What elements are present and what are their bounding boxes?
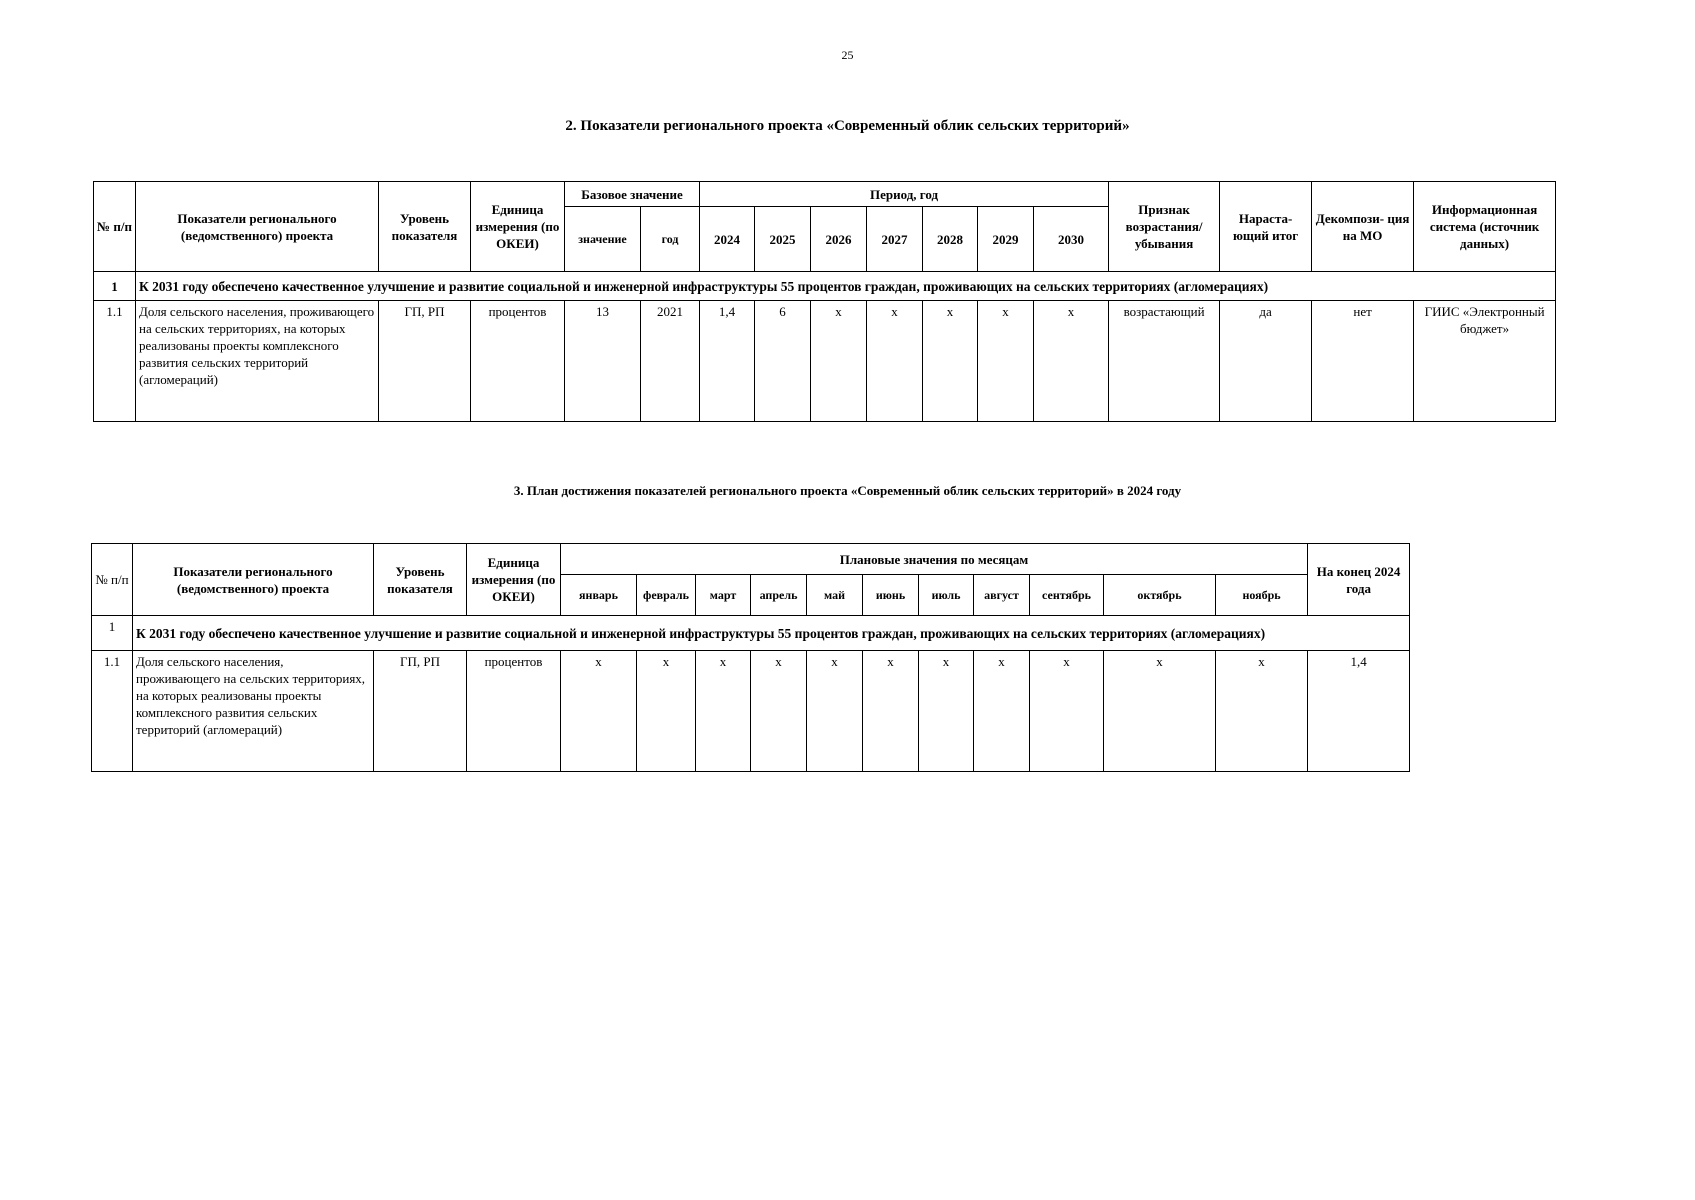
col-header-year: 2026 [811, 207, 867, 272]
col-header-month: март [696, 575, 751, 616]
col-header-level: Уровень показателя [379, 182, 471, 272]
col-header-end: На конец 2024 года [1308, 544, 1410, 616]
goal-row [92, 616, 1410, 651]
row-end-value: 1,4 [1308, 651, 1410, 772]
col-header-info-system: Информационная система (источник данных) [1414, 182, 1556, 272]
goal-row [94, 272, 1556, 301]
col-header-base-value: значение [565, 207, 641, 272]
col-header-num: № п/п [94, 182, 136, 272]
col-header-year: 2024 [700, 207, 755, 272]
col-header-indicator: Показатели регионального (ведомственного) проекта [133, 544, 374, 616]
row-month-value: х [1104, 651, 1216, 772]
page-number: 25 [841, 48, 854, 62]
col-header-base-year: год [641, 207, 700, 272]
goal-num: 1 [94, 272, 136, 301]
row-month-value: х [696, 651, 751, 772]
col-header-month: июль [919, 575, 974, 616]
row-month-value: х [807, 651, 863, 772]
col-header-num: № п/п [92, 544, 133, 616]
col-header-period: Период, год [700, 182, 1109, 207]
indicators-table [93, 181, 1556, 422]
row-month-value: х [1216, 651, 1308, 772]
goal-text: К 2031 году обеспечено качественное улучшение и развитие социальной и инженерной инфраструктуры 55 процентов граждан, проживающих на сельских территориях (агломерациях) [136, 272, 1556, 301]
col-header-month: январь [561, 575, 637, 616]
row-year-value: 1,4 [700, 301, 755, 422]
col-header-month: июнь [863, 575, 919, 616]
col-header-indicator: Показатели регионального (ведомственного) проекта [136, 182, 379, 272]
col-header-month: февраль [637, 575, 696, 616]
col-header-year: 2025 [755, 207, 811, 272]
col-header-year: 2027 [867, 207, 923, 272]
row-year-value: х [867, 301, 923, 422]
goal-text: К 2031 году обеспечено качественное улучшение и развитие социальной и инженерной инфраструктуры 55 процентов граждан, проживающих на сельских территориях (агломерациях) [133, 616, 1410, 651]
row-unit: процентов [471, 301, 565, 422]
row-decomposition: нет [1312, 301, 1414, 422]
row-base-value: 13 [565, 301, 641, 422]
row-indicator: Доля сельского населения, проживающего на сельских территориях, на которых реализованы проекты комплексного развития сельских территорий (агломераций) [136, 301, 379, 422]
table-header-row [94, 182, 1556, 207]
plan-table [91, 543, 1410, 772]
col-header-decomposition: Декомпози- ция на МО [1312, 182, 1414, 272]
col-header-year: 2030 [1034, 207, 1109, 272]
row-month-value: х [863, 651, 919, 772]
row-base-year: 2021 [641, 301, 700, 422]
col-header-sign: Признак возрастания/ убывания [1109, 182, 1220, 272]
row-num: 1.1 [94, 301, 136, 422]
row-year-value: х [923, 301, 978, 422]
row-level: ГП, РП [379, 301, 471, 422]
row-month-value: х [751, 651, 807, 772]
col-header-month: ноябрь [1216, 575, 1308, 616]
col-header-unit: Единица измерения (по ОКЕИ) [467, 544, 561, 616]
col-header-cumulative: Нараста- ющий итог [1220, 182, 1312, 272]
col-header-month: май [807, 575, 863, 616]
row-year-value: х [811, 301, 867, 422]
row-cumulative: да [1220, 301, 1312, 422]
col-header-month: сентябрь [1030, 575, 1104, 616]
col-header-month: октябрь [1104, 575, 1216, 616]
col-header-base: Базовое значение [565, 182, 700, 207]
row-year-value: х [1034, 301, 1109, 422]
section-3-title: 3. План достижения показателей регионального проекта «Современный облик сельских территорий» в 2024 году [513, 483, 1182, 498]
row-info-system: ГИИС «Электронный бюджет» [1414, 301, 1556, 422]
col-header-planned: Плановые значения по месяцам [561, 544, 1308, 575]
col-header-level: Уровень показателя [374, 544, 467, 616]
goal-num: 1 [92, 616, 133, 651]
row-num: 1.1 [92, 651, 133, 772]
row-month-value: х [974, 651, 1030, 772]
row-month-value: х [637, 651, 696, 772]
row-indicator: Доля сельского населения, проживающего на сельских территориях, на которых реализованы проекты комплексного развития сельских территорий (агломераций) [133, 651, 374, 772]
row-year-value: х [978, 301, 1034, 422]
table-header-row [92, 544, 1410, 575]
col-header-year: 2028 [923, 207, 978, 272]
row-level: ГП, РП [374, 651, 467, 772]
row-sign: возрастающий [1109, 301, 1220, 422]
row-year-value: 6 [755, 301, 811, 422]
col-header-month: август [974, 575, 1030, 616]
row-unit: процентов [467, 651, 561, 772]
table-row [92, 651, 1410, 772]
row-month-value: х [919, 651, 974, 772]
col-header-unit: Единица измерения (по ОКЕИ) [471, 182, 565, 272]
table-row [94, 301, 1556, 422]
section-2-title: 2. Показатели регионального проекта «Современный облик сельских территорий» [565, 118, 1130, 134]
col-header-year: 2029 [978, 207, 1034, 272]
col-header-month: апрель [751, 575, 807, 616]
row-month-value: х [561, 651, 637, 772]
row-month-value: х [1030, 651, 1104, 772]
